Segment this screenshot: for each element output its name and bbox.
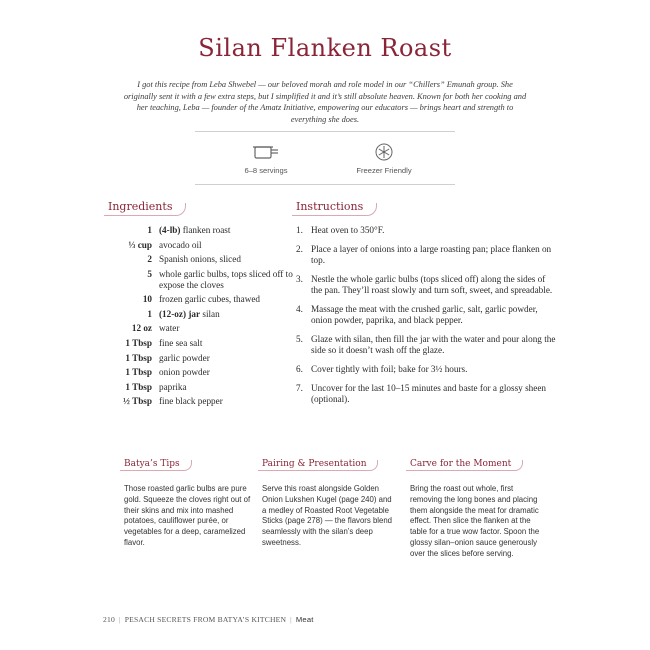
ingredient-qty: 1	[147, 225, 152, 235]
recipe-title: Silan Flanken Roast	[198, 34, 452, 62]
step-text: Massage the meat with the crushed garlic, salt, garlic powder, onion powder, paprika, and black pepper.	[311, 304, 538, 325]
ingredient-qty: ⅓ cup	[128, 239, 152, 250]
ingredient-qty: 10	[142, 294, 152, 305]
ingredient-row	[108, 254, 293, 265]
ingredient-qty: 1 Tbsp	[125, 367, 152, 378]
ingredient-row	[108, 382, 293, 393]
instruction-step	[296, 383, 558, 405]
step-number: 6.	[296, 364, 303, 374]
footer-section: Meat	[295, 615, 314, 624]
pairing-heading: Pairing & Presentation	[262, 459, 378, 471]
ingredient-text: silan	[200, 308, 220, 319]
instructions-list	[296, 225, 558, 413]
ingredient-row	[108, 367, 293, 378]
step-text: Uncover for the last 10–15 minutes and baste for a glossy sheen (optional).	[311, 383, 546, 404]
ingredient-row	[108, 240, 293, 251]
ingredient-qty: 2	[147, 254, 152, 265]
ingredient-qty: ½ Tbsp	[123, 396, 152, 407]
ingredient-name	[159, 382, 293, 393]
ingredient-qty: 1 Tbsp	[125, 352, 152, 363]
instructions-heading: Instructions	[296, 200, 377, 216]
servings-meta	[206, 143, 326, 175]
ingredient-size: (12-oz) jar	[159, 308, 201, 319]
pot-icon	[251, 143, 281, 161]
carve-heading: Carve for the Moment	[410, 459, 523, 471]
instruction-step	[296, 364, 558, 375]
freezer-meta	[324, 143, 444, 175]
ingredient-name	[159, 240, 293, 251]
ingredient-name	[159, 309, 293, 320]
footer-separator: |	[290, 615, 292, 624]
ingredient-text: Spanish onions, sliced	[159, 254, 241, 265]
ingredient-row	[108, 396, 293, 407]
step-number: 2.	[296, 244, 303, 254]
step-text: Place a layer of onions into a large roasting pan; place flanken on top.	[311, 244, 552, 265]
ingredient-name	[159, 367, 293, 378]
freezer-text: Freezer Friendly	[356, 166, 412, 175]
step-text: Heat oven to 350°F.	[311, 225, 385, 235]
ingredient-row	[108, 269, 293, 291]
servings-text: 6–8 servings	[244, 166, 288, 175]
book-title: PESACH SECRETS FROM BATYA’S KITCHEN	[124, 615, 287, 624]
instruction-step	[296, 274, 558, 296]
ingredient-name	[159, 294, 293, 305]
intro-divider	[195, 131, 455, 132]
ingredient-text: garlic powder	[159, 352, 210, 363]
ingredient-name	[159, 269, 293, 291]
recipe-intro: I got this recipe from Leba Shwebel — our beloved morah and role model in our “Chillers” Emunah group. She originally sent it with a few extra steps, but I simplified it and it’s still absolute heaven. Known for both her cooking and her teaching, Leba — founder of the Amatz Initiative, empowering our educators — brings heart and strength to everything she does.	[123, 80, 527, 124]
page-number: 210	[103, 615, 115, 624]
ingredient-name	[159, 338, 293, 349]
page-footer	[103, 615, 314, 624]
meta-divider	[195, 184, 455, 185]
ingredient-name	[159, 323, 293, 334]
ingredients-heading: Ingredients	[108, 200, 186, 216]
ingredient-text: fine sea salt	[159, 337, 203, 348]
instruction-step	[296, 225, 558, 236]
instruction-step	[296, 304, 558, 326]
ingredient-text: onion powder	[159, 367, 210, 378]
ingredient-name	[159, 225, 293, 236]
step-text: Cover tightly with foil; bake for 3½ hours.	[311, 364, 468, 374]
ingredient-text: frozen garlic cubes, thawed	[159, 294, 261, 305]
ingredient-qty: 1 Tbsp	[125, 337, 152, 348]
ingredient-text: flanken roast	[180, 225, 231, 235]
tips-heading: Batya’s Tips	[124, 459, 192, 471]
ingredient-name	[159, 396, 293, 407]
instruction-step	[296, 334, 558, 356]
ingredient-size: (4-lb)	[159, 225, 181, 235]
snowflake-icon	[375, 143, 393, 161]
ingredient-name	[159, 254, 293, 265]
ingredient-qty: 12 oz	[131, 323, 152, 334]
tips-text: Those roasted garlic bulbs are pure gold. Squeeze the cloves right out of their skins and mix into mashed potatoes, cauliflower purée, or vegetables for a deep, caramelized flavor.	[124, 484, 251, 547]
ingredient-text: fine black pepper	[159, 396, 223, 407]
ingredient-row	[108, 353, 293, 364]
ingredient-row	[108, 309, 293, 320]
ingredient-row	[108, 338, 293, 349]
ingredients-list	[108, 225, 293, 411]
step-number: 1.	[296, 225, 303, 235]
step-number: 5.	[296, 334, 303, 344]
ingredient-text: water	[159, 323, 180, 334]
ingredient-qty: 5	[147, 268, 152, 279]
ingredient-row	[108, 294, 293, 305]
ingredient-text: paprika	[159, 381, 187, 392]
ingredient-row	[108, 323, 293, 334]
ingredient-name	[159, 353, 293, 364]
ingredient-text: avocado oil	[159, 239, 202, 250]
carve-text: Bring the roast out whole, first removing the long bones and placing them alongside the meat for dramatic effect. Then slice the flanken at the table for a true wow factor. Spoon the glossy silan–onion sauce generously over the slices before serving.	[410, 484, 540, 558]
ingredient-qty: 1	[147, 308, 152, 319]
step-text: Nestle the whole garlic bulbs (tops sliced off) along the sides of the pan. They’ll roast slowly and turn soft, sweet, and spreadable.	[311, 274, 553, 295]
step-number: 4.	[296, 304, 303, 314]
footer-separator: |	[119, 615, 121, 624]
pairing-text: Serve this roast alongside Golden Onion Lukshen Kugel (page 240) and a medley of Roasted Root Vegetable Sticks (page 278) — the flavors blend seamlessly with the silan’s deep sweetness.	[262, 484, 393, 547]
ingredient-qty: 1 Tbsp	[125, 381, 152, 392]
instruction-step	[296, 244, 558, 266]
step-text: Glaze with silan, then fill the jar with the water and pour along the side so it doesn’t wash off the glaze.	[311, 334, 556, 355]
ingredient-text: whole garlic bulbs, tops sliced off to expose the cloves	[159, 268, 293, 290]
step-number: 3.	[296, 274, 303, 284]
ingredient-row	[108, 225, 293, 236]
step-number: 7.	[296, 383, 303, 393]
